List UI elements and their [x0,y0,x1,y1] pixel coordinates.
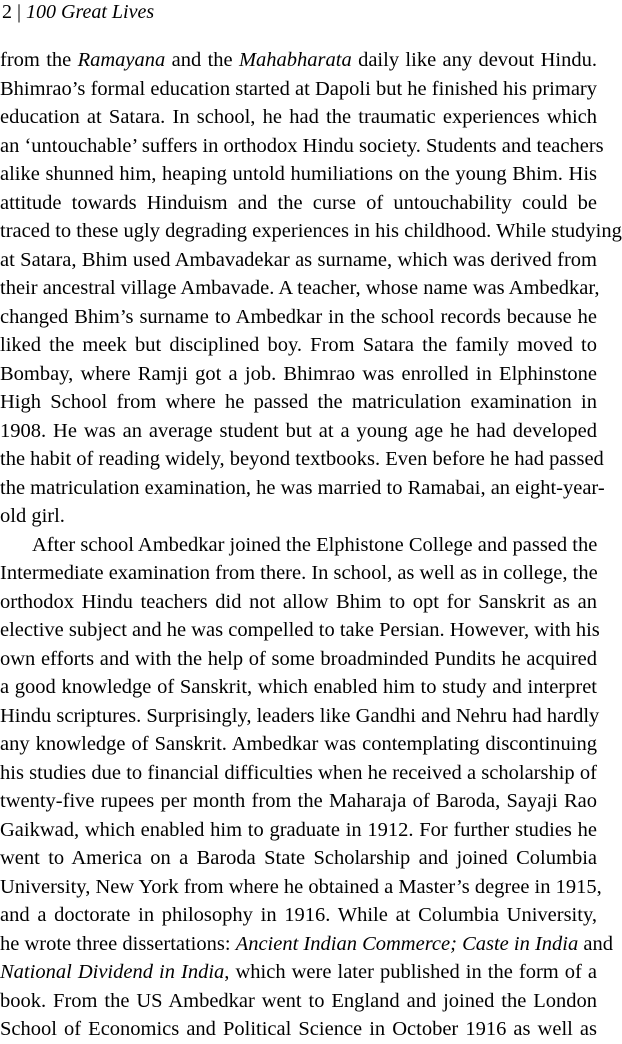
header-separator: | [17,1,22,23]
text-line: education at Satara. In school, he had the traumatic experiences which [0,106,597,128]
italic-title: Ramayana [77,49,166,71]
text-line: the habit of reading widely, beyond textbooks. Even before he had passed [0,448,604,470]
text-line: a good knowledge of Sanskrit, which enabled him to study and interpret [0,676,597,698]
text-line: liked the meek but disciplined boy. From Satara the family moved to [0,334,597,356]
text-line: elective subject and he was compelled to take Persian. However, with his [0,619,600,641]
text-line: and a doctorate in philosophy in 1916. While at Columbia University, [0,904,597,926]
text-line: Hindu scriptures. Surprisingly, leaders like Gandhi and Nehru had hardly [0,704,600,727]
text-line: School of Economics and Political Science in October 1916 as well as [0,1018,597,1040]
running-head [2,0,154,24]
text-line: traced to these ugly degrading experiences in his childhood. While studying [0,220,622,242]
text-line: University, New York from where he obtained a Master’s degree in 1915, [0,875,602,898]
text-line: own efforts and with the help of some broadminded Pundits he acquired [0,647,597,670]
text-line: 1908. He was an average student but at a young age he had developed [0,419,597,442]
text-line: book. From the US Ambedkar went to England and joined the London [0,989,597,1012]
text-line: at Satara, Bhim used Ambavadekar as surname, which was derived from [0,248,597,271]
text-line: After school Ambedkar joined the Elphistone College and passed the [32,533,598,556]
text-line: his studies due to financial difficulties when he received a scholarship of [0,761,597,784]
text-line: National Dividend in India, which were later published in the form of a [0,961,598,983]
text-line: he wrote three dissertations: Ancient Indian Commerce; Caste in India and [0,932,613,955]
text-line: the matriculation examination, he was married to Ramabai, an eight-year- [0,476,605,499]
paragraph [0,531,613,1044]
text-line: went to America on a Baroda State Scholarship and joined Columbia [0,847,597,869]
text-line: any knowledge of Sanskrit. Ambedkar was contemplating discontinuing [0,733,597,755]
text-line: Gaikwad, which enabled him to graduate in 1912. For further studies he [0,818,597,841]
text-line: High School from where he passed the matriculation examination in [0,391,597,413]
text-line: from the Ramayana and the Mahabharata daily like any devout Hindu. [0,49,597,71]
body-text [0,46,622,1044]
text-line: orthodox Hindu teachers did not allow Bhim to opt for Sanskrit as an [0,590,597,613]
text-line: alike shunned him, heaping untold humiliations on the young Bhim. His [0,163,597,185]
book-title: 100 Great Lives [26,1,155,23]
italic-title: Mahabharata [238,49,352,71]
text-line: attitude towards Hinduism and the curse of untouchability could be [0,191,597,214]
text-line: Bhimrao’s formal education started at Dapoli but he finished his primary [0,77,597,100]
paragraph [0,46,622,531]
text-line: Intermediate examination from there. In school, as well as in college, the [0,562,598,584]
text-line: changed Bhim’s surname to Ambedkar in the school records because he [0,305,597,328]
page-number: 2 [2,1,12,23]
text-line: Bombay, where Ramji got a job. Bhimrao was enrolled in Elphinstone [0,362,597,385]
italic-title: National Dividend in India [0,961,225,983]
italic-title: Ancient Indian Commerce; Caste in India [235,932,579,955]
text-line: twenty-five rupees per month from the Maharaja of Baroda, Sayaji Rao [0,790,597,812]
text-line: an ‘untouchable’ suffers in orthodox Hindu society. Students and teachers [0,134,604,157]
text-line: old girl. [0,505,65,527]
text-line: their ancestral village Ambavade. A teacher, whose name was Ambedkar, [0,277,600,299]
